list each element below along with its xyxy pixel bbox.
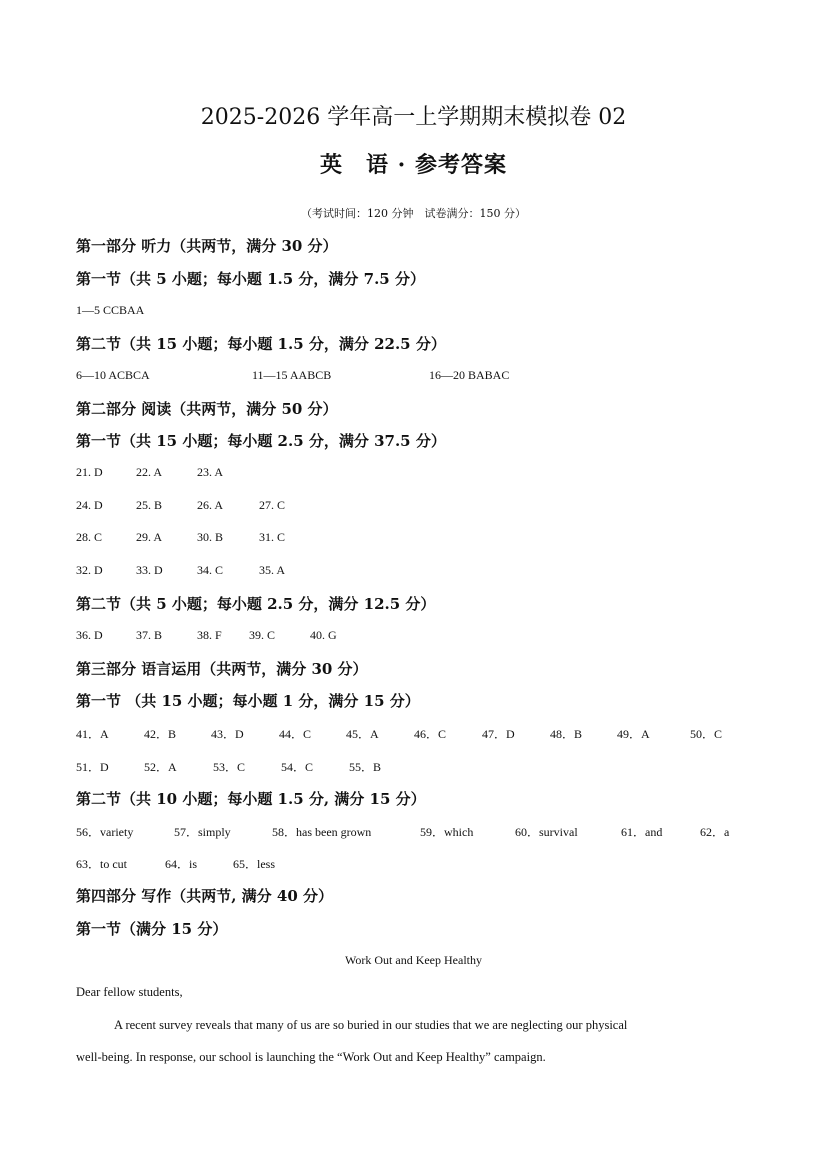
answer-item: 62．a (700, 825, 730, 839)
answer-item: 25. B (136, 498, 163, 512)
answer-item: 60．survival (515, 825, 578, 839)
answer-item: 21. D (76, 465, 103, 479)
answer-item: 28. C (76, 530, 103, 544)
answer-item: 37. B (136, 628, 163, 642)
page-title: 2025-2026 学年高一上学期期末模拟卷 02 (200, 105, 627, 130)
part1-heading: 第一部分 听力（共两节，满分 30 分） (76, 237, 338, 255)
answer-group: 6—10 ACBCA (76, 368, 150, 382)
essay-title: Work Out and Keep Healthy (345, 953, 482, 967)
answer-item: 23. A (197, 465, 224, 479)
answer-item: 51．D (76, 760, 109, 774)
answer-item: 61．and (621, 825, 663, 839)
answer-item: 46．C (414, 727, 447, 741)
answer-item: 29. A (136, 530, 163, 544)
part3-sec1-heading: 第一节 （共 15 小题；每小题 1 分，满分 15 分） (76, 692, 420, 710)
answer-item: 22. A (136, 465, 163, 479)
answer-item: 64．is (165, 857, 198, 871)
part2-sec1-heading: 第一节（共 15 小题；每小题 2.5 分，满分 37.5 分） (76, 432, 446, 450)
answer-item: 40. G (310, 628, 337, 642)
answer-item: 47．D (482, 727, 515, 741)
answer-item: 43．D (211, 727, 244, 741)
answer-group: 1—5 CCBAA (76, 303, 145, 317)
answer-item: 36. D (76, 628, 103, 642)
part2-sec2-heading: 第二节（共 5 小题；每小题 2.5 分，满分 12.5 分） (76, 595, 436, 613)
answer-item: 31. C (259, 530, 286, 544)
answer-item: 59．which (420, 825, 474, 839)
answer-item: 44．C (279, 727, 312, 741)
answer-item: 49．A (617, 727, 650, 741)
essay-paragraph-line: well-being. In response, our school is launching the “Work Out and Keep Healthy” campaign. (76, 1050, 546, 1064)
answer-item: 57．simply (174, 825, 231, 839)
answer-item: 56．variety (76, 825, 134, 839)
answer-item: 32. D (76, 563, 103, 577)
answer-item: 41．A (76, 727, 109, 741)
essay-salutation: Dear fellow students, (76, 985, 183, 999)
part1-sec2-heading: 第二节（共 15 小题；每小题 1.5 分，满分 22.5 分） (76, 335, 446, 353)
part2-heading: 第二部分 阅读（共两节，满分 50 分） (76, 400, 338, 418)
answer-item: 52．A (144, 760, 177, 774)
answer-item: 45．A (346, 727, 379, 741)
answer-item: 35. A (259, 563, 286, 577)
essay-paragraph-line: A recent survey reveals that many of us are so buried in our studies that we are neglecting our physical (114, 1018, 628, 1032)
answer-group: 16—20 BABAC (429, 368, 510, 382)
answer-group: 11—15 AABCB (252, 368, 332, 382)
answer-item: 38. F (197, 628, 222, 642)
part4-heading: 第四部分 写作（共两节, 满分 40 分） (76, 887, 333, 905)
answer-item: 26. A (197, 498, 224, 512)
answer-item: 48．B (550, 727, 583, 741)
page-subtitle: 英 语 · 参考答案 (320, 152, 507, 178)
answer-item: 30. B (197, 530, 224, 544)
answer-item: 63．to cut (76, 857, 127, 871)
answer-item: 39. C (249, 628, 276, 642)
answer-item: 55．B (349, 760, 382, 774)
answer-item: 42．B (144, 727, 177, 741)
answer-item: 27. C (259, 498, 286, 512)
answer-item: 24. D (76, 498, 103, 512)
exam-note: （考试时间：120 分钟 试卷满分：150 分） (301, 207, 526, 220)
part3-heading: 第三部分 语言运用（共两节，满分 30 分） (76, 660, 368, 678)
answer-item: 53．C (213, 760, 246, 774)
part3-sec2-heading: 第二节（共 10 小题；每小题 1.5 分, 满分 15 分） (76, 790, 426, 808)
part4-sec1-heading: 第一节（满分 15 分） (76, 920, 228, 938)
answer-item: 54．C (281, 760, 314, 774)
part1-sec1-heading: 第一节（共 5 小题；每小题 1.5 分，满分 7.5 分） (76, 270, 425, 288)
answer-item: 33. D (136, 563, 163, 577)
answer-item: 50．C (690, 727, 723, 741)
answer-item: 34. C (197, 563, 224, 577)
answer-item: 58．has been grown (272, 825, 372, 839)
answer-item: 65．less (233, 857, 276, 871)
